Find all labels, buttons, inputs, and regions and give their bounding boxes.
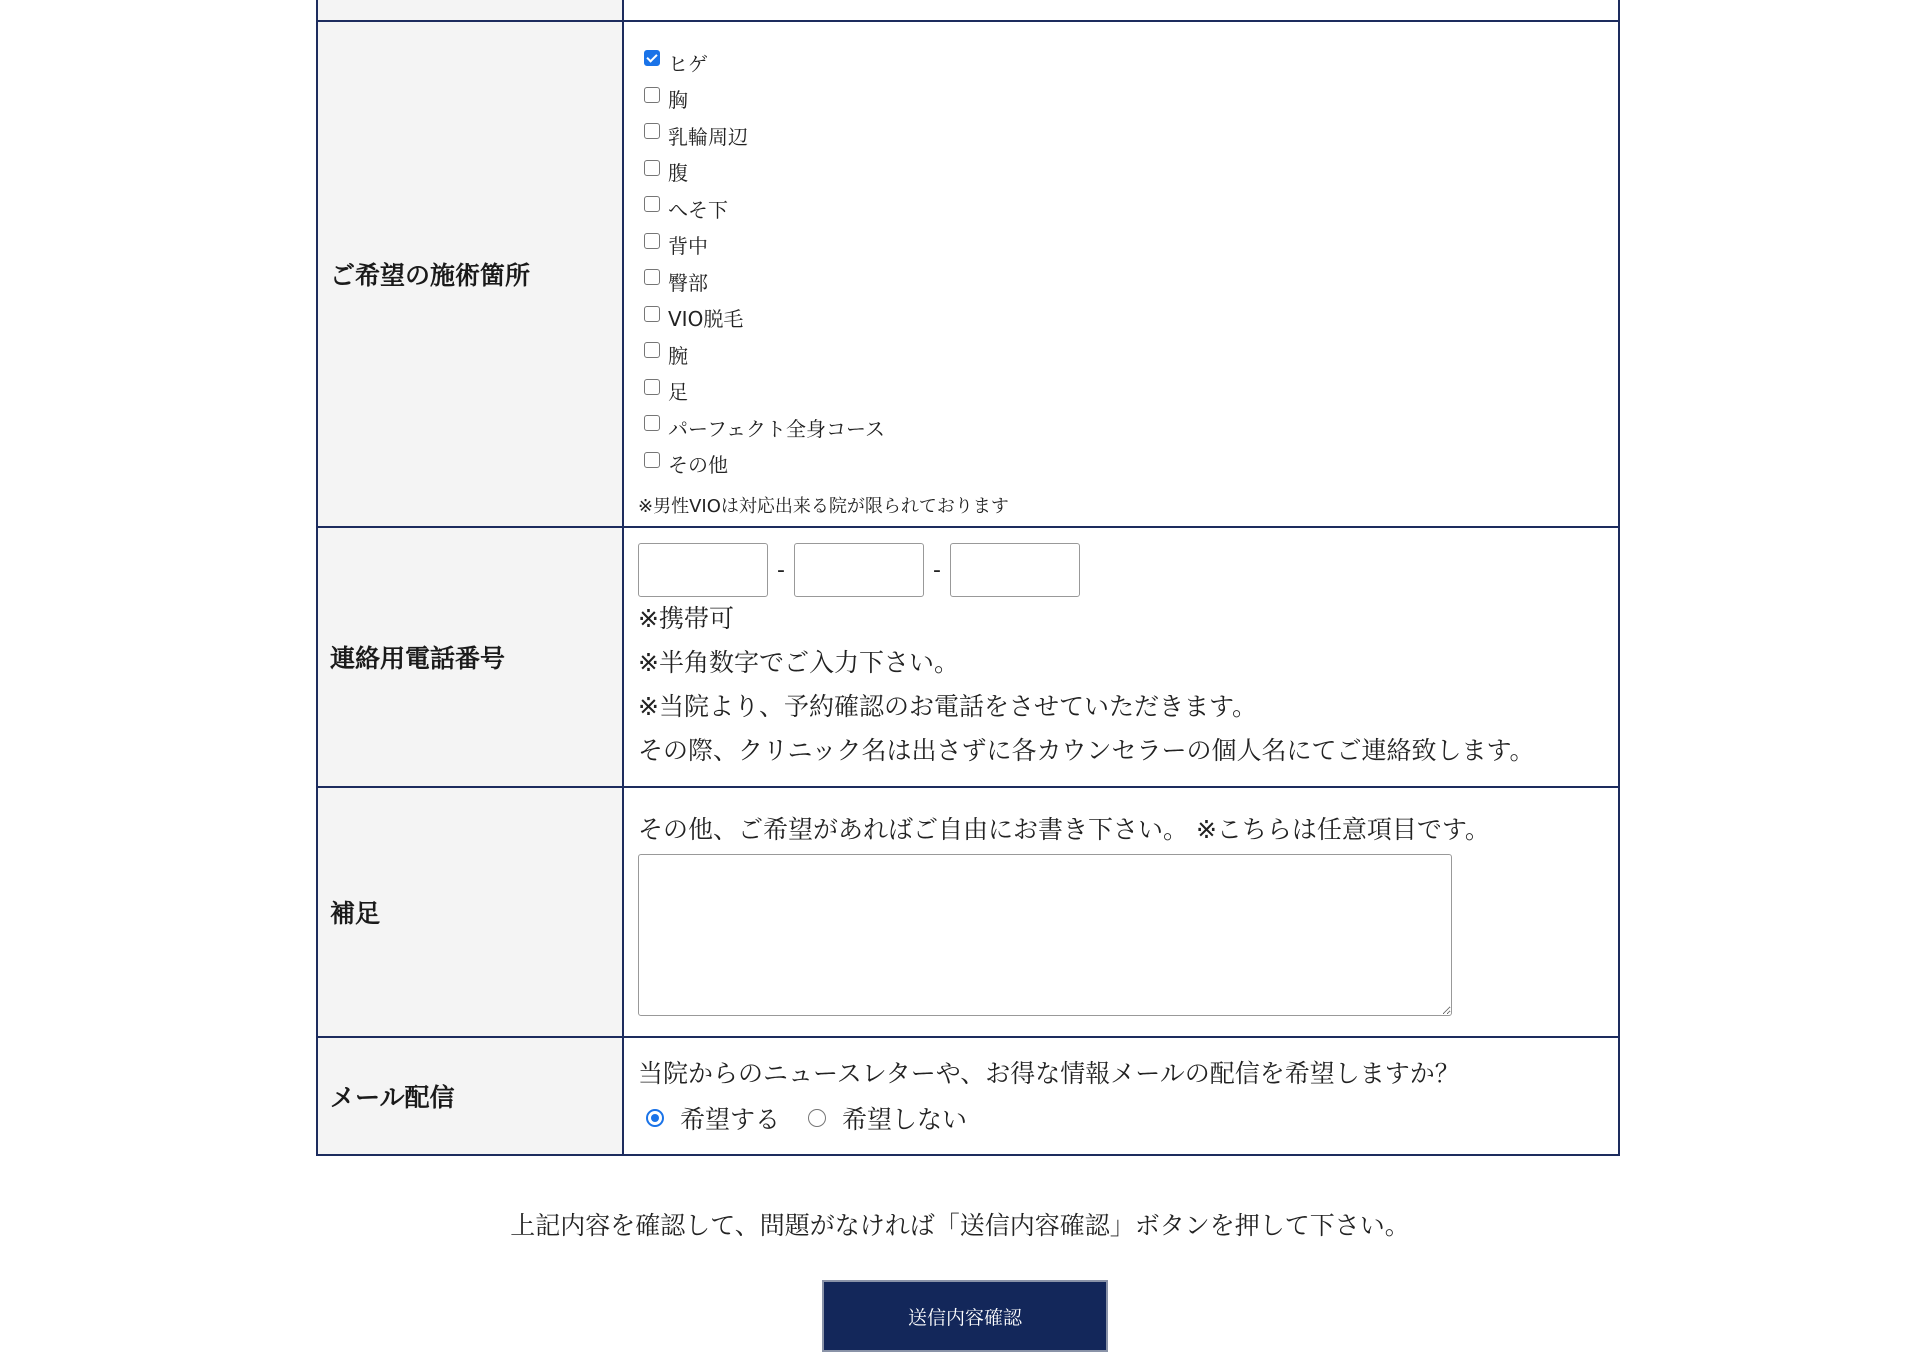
mail-radio-yes[interactable] (646, 1109, 664, 1127)
supplement-label: 補足 (317, 787, 623, 1037)
previous-row-header (317, 0, 623, 21)
site-checkbox[interactable] (644, 269, 660, 285)
mail-radio-no[interactable] (808, 1109, 826, 1127)
supplement-textarea[interactable] (638, 854, 1452, 1016)
site-option[interactable] (638, 227, 1618, 264)
site-option[interactable] (638, 190, 1618, 227)
site-checkbox[interactable] (644, 196, 660, 212)
mail-option-no-label[interactable]: 希望しない (842, 1105, 968, 1134)
site-option-label: 腕 (668, 343, 688, 368)
phone-note: ※携帯可 (638, 604, 734, 633)
site-option-label: 腹 (668, 161, 688, 186)
phone-input-1[interactable] (638, 543, 768, 597)
site-option-label: ヒゲ (668, 51, 708, 76)
site-checkbox[interactable] (644, 233, 660, 249)
site-checkbox[interactable] (644, 50, 660, 66)
phone-note: ※半角数字でご入力下さい。 (638, 648, 959, 677)
site-option[interactable] (638, 409, 1618, 446)
site-option-label: へそ下 (668, 197, 728, 222)
site-checkbox[interactable] (644, 306, 660, 322)
phone-separator: - (933, 557, 941, 583)
phone-input-2[interactable] (794, 543, 924, 597)
mail-options (638, 1096, 1618, 1140)
site-option[interactable] (638, 336, 1618, 373)
site-option-label: 臀部 (668, 270, 708, 295)
site-option[interactable] (638, 154, 1618, 191)
supplement-row (317, 787, 1619, 1037)
phone-row (317, 527, 1619, 787)
previous-row-cell (623, 0, 1619, 21)
site-checkbox[interactable] (644, 87, 660, 103)
mail-label: メール配信 (317, 1037, 623, 1155)
site-option-label: パーフェクト全身コース (668, 416, 885, 441)
phone-note: その際、クリニック名は出さずに各カウンセラーの個人名にてご連絡致します。 (638, 736, 1535, 765)
phone-inputs (638, 543, 1618, 597)
site-option[interactable] (638, 300, 1618, 337)
confirm-instruction: 上記内容を確認して、問題がなければ「送信内容確認」ボタンを押して下さい。 (510, 1211, 1410, 1240)
site-option-label: 胸 (668, 88, 688, 113)
mail-row (317, 1037, 1619, 1155)
site-option-label: VIO脱毛 (668, 307, 744, 332)
site-option-label: 乳輪周辺 (668, 124, 748, 149)
phone-label: 連絡用電話番号 (317, 527, 623, 787)
site-checkbox[interactable] (644, 452, 660, 468)
treatment-site-label: ご希望の施術箇所 (317, 21, 623, 527)
form-table (316, 0, 1620, 1156)
supplement-instruction: その他、ご希望があればご自由にお書き下さい。 ※こちらは任意項目です。 (638, 815, 1490, 844)
phone-note: ※当院より、予約確認のお電話をさせていただきます。 (638, 692, 1257, 721)
mail-question: 当院からのニュースレターや、お得な情報メールの配信を希望しますか？ (638, 1059, 1460, 1088)
site-option-label: 背中 (668, 234, 708, 259)
mail-option-yes-label[interactable]: 希望する (680, 1105, 781, 1134)
site-checkbox[interactable] (644, 123, 660, 139)
site-option-label: その他 (668, 453, 728, 478)
treatment-site-row (317, 21, 1619, 527)
site-option[interactable] (638, 117, 1618, 154)
phone-cell (623, 527, 1619, 787)
site-checkbox[interactable] (644, 160, 660, 176)
site-checkbox[interactable] (644, 379, 660, 395)
site-option[interactable] (638, 446, 1618, 483)
treatment-site-cell (623, 21, 1619, 527)
site-option[interactable] (638, 44, 1618, 81)
phone-input-3[interactable] (950, 543, 1080, 597)
mail-cell (623, 1037, 1619, 1155)
treatment-site-note: ※男性VIOは対応出来る院が限られております (638, 496, 1009, 517)
site-checkbox[interactable] (644, 342, 660, 358)
treatment-site-options (638, 22, 1618, 482)
supplement-cell (623, 787, 1619, 1037)
site-option-label: 足 (668, 380, 688, 405)
previous-row (317, 0, 1619, 21)
phone-separator: - (777, 557, 785, 583)
site-checkbox[interactable] (644, 415, 660, 431)
site-option[interactable] (638, 81, 1618, 118)
submit-confirm-button[interactable]: 送信内容確認 (822, 1280, 1108, 1352)
site-option[interactable] (638, 263, 1618, 300)
site-option[interactable] (638, 373, 1618, 410)
